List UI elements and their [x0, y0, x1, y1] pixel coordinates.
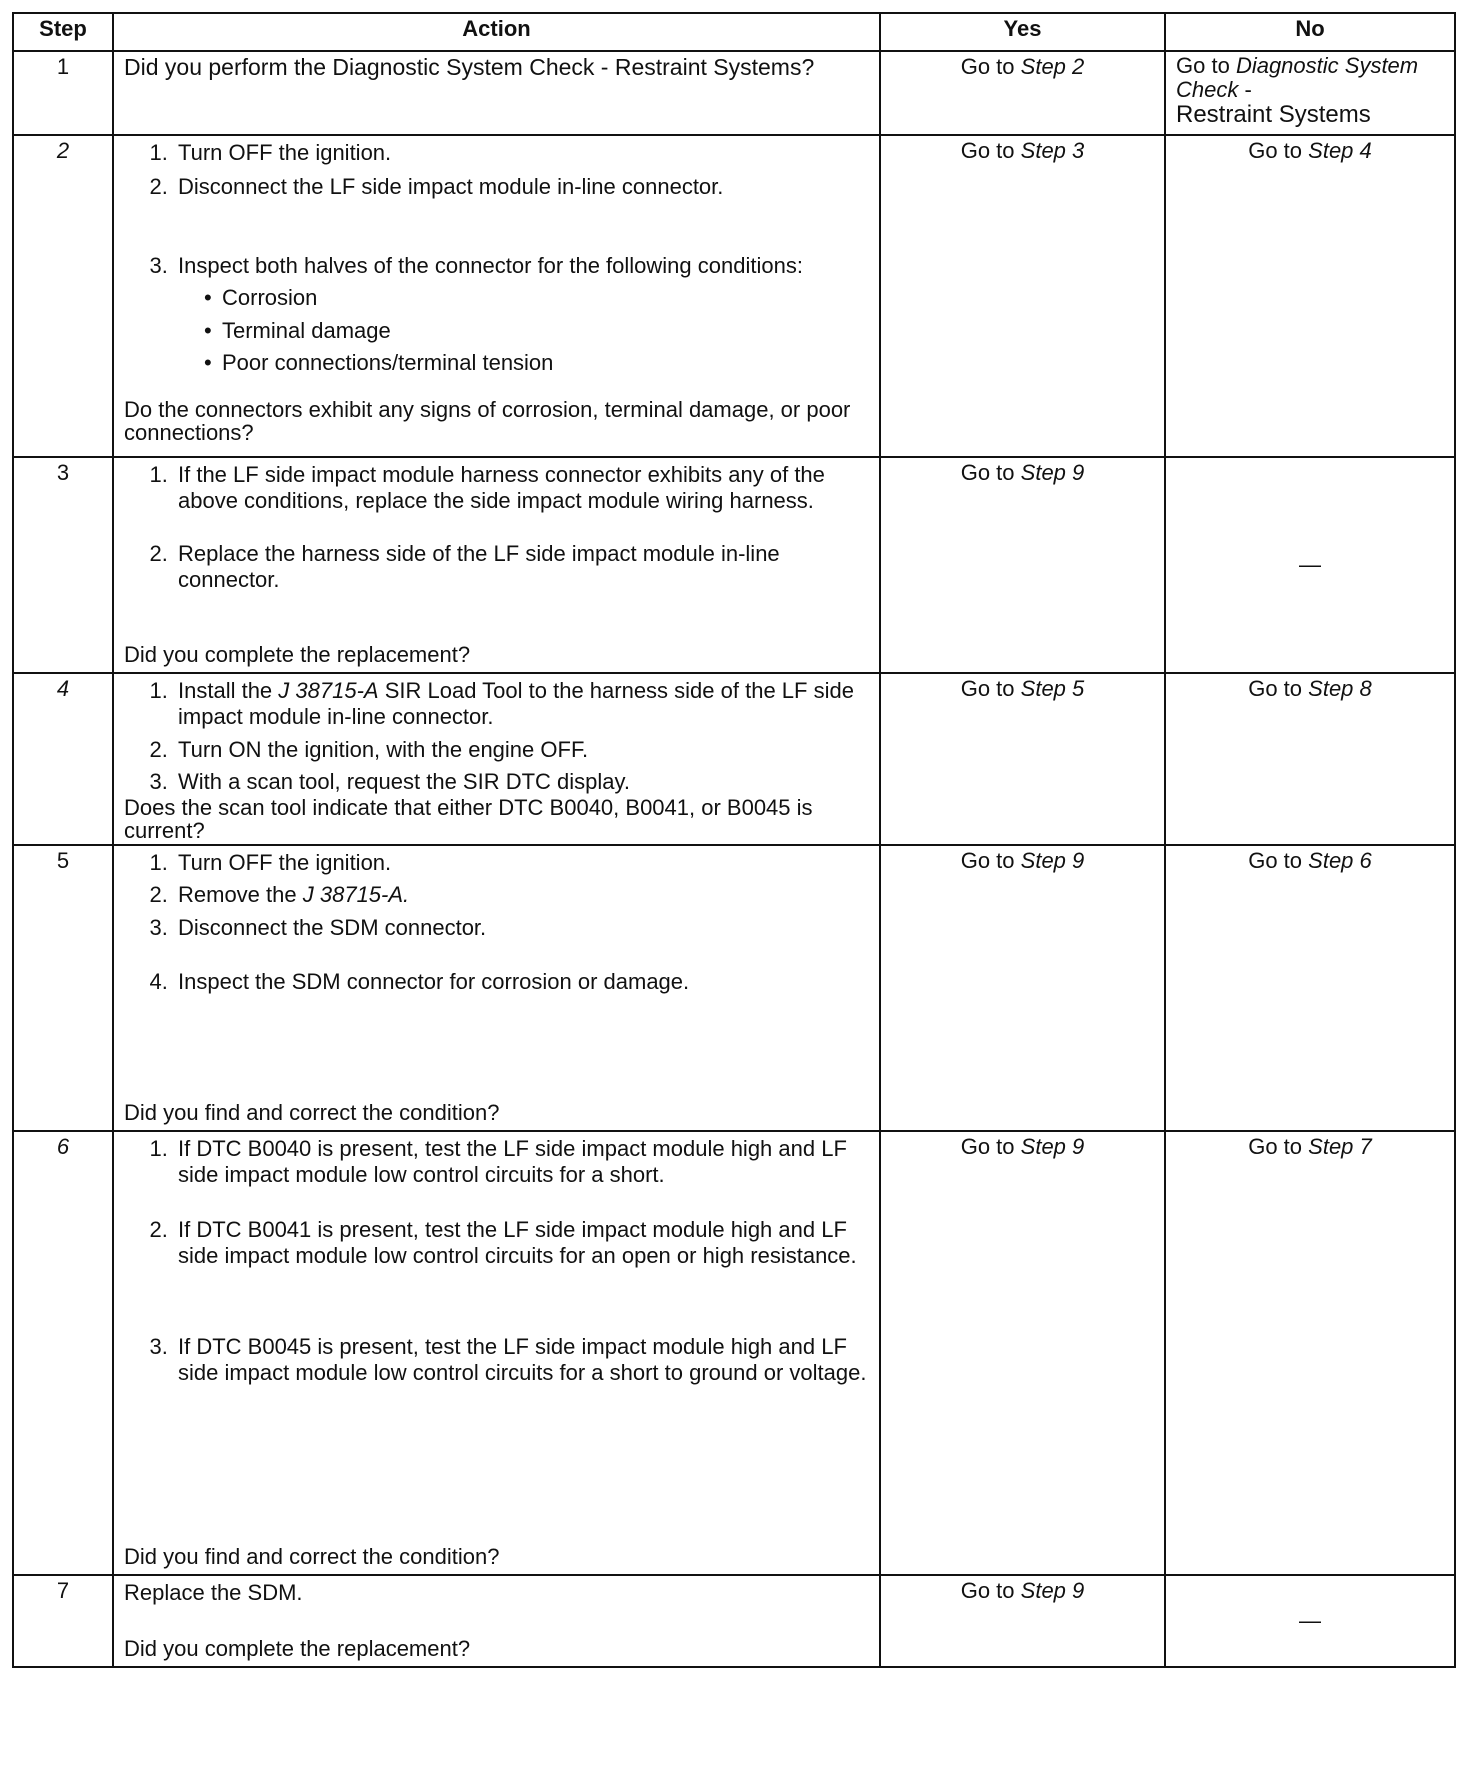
- no-dash: —: [1299, 1607, 1321, 1633]
- action-item: 1. Turn OFF the ignition.: [174, 850, 869, 876]
- bullet-item: • Corrosion: [218, 285, 869, 311]
- action-item: 3. If DTC B0045 is present, test the LF side impact module high and LF side impact module low control circuits for a short to ground or voltage.: [174, 1334, 869, 1387]
- action-item: 3. Disconnect the SDM connector.: [174, 915, 869, 941]
- step-row-3: [13, 457, 1455, 673]
- action-item: 2. Disconnect the LF side impact module in-line connector.: [174, 174, 869, 200]
- action-cell: [113, 135, 880, 457]
- yes-cell: [880, 51, 1165, 135]
- no-step-link[interactable]: Step 8: [1308, 676, 1372, 701]
- step-question: Did you find and correct the condition?: [124, 1099, 500, 1125]
- step-number: 7: [13, 1575, 113, 1667]
- action-item-text: Inspect both halves of the connector for the following conditions:: [178, 252, 803, 278]
- no-step-link-tail[interactable]: Restraint Systems: [1176, 101, 1371, 129]
- yes-step-link[interactable]: Step 9: [1020, 848, 1085, 873]
- yes-step-link[interactable]: Step 9: [1020, 1578, 1085, 1603]
- tool-name: J 38715-A: [278, 678, 379, 703]
- bullet-item: • Poor connections/terminal tension: [218, 350, 869, 376]
- no-cell: [1165, 135, 1455, 457]
- yes-cell: [880, 1575, 1165, 1667]
- action-cell: [113, 51, 880, 135]
- action-cell: [113, 457, 880, 673]
- action-item: 2. Replace the harness side of the LF side impact module in-line connector.: [174, 541, 869, 594]
- step-question: Did you complete the replacement?: [124, 641, 471, 667]
- step-question: Did you find and correct the condition?: [124, 1543, 500, 1569]
- header-action: Action: [113, 13, 880, 51]
- go-to-text: Go to: [1248, 1134, 1303, 1159]
- yes-cell: [880, 135, 1165, 457]
- header-step: Step: [13, 13, 113, 51]
- step-question: Did you perform the Diagnostic System Check - Restraint Systems?: [124, 54, 815, 80]
- no-step-link[interactable]: Diagnostic System Check: [1176, 53, 1419, 103]
- action-item: 2. Turn ON the ignition, with the engine OFF.: [174, 737, 869, 763]
- step-row-4: [13, 673, 1455, 845]
- step-number: 1: [13, 51, 113, 135]
- no-step-dash: -: [1244, 77, 1252, 103]
- yes-step-link[interactable]: Step 9: [1020, 1134, 1085, 1159]
- step-row-5: [13, 845, 1455, 1131]
- yes-step-link[interactable]: Step 5: [1020, 676, 1085, 701]
- bullet-item: • Terminal damage: [218, 318, 869, 344]
- action-item: 3. With a scan tool, request the SIR DTC display.: [174, 769, 869, 795]
- step-number: 2: [13, 135, 113, 457]
- action-item: 1. Turn OFF the ignition.: [174, 140, 869, 166]
- diagnostic-table: [12, 12, 1456, 1668]
- step-question: Does the scan tool indicate that either DTC B0040, B0041, or B0045 is current?: [124, 794, 813, 843]
- go-to-text: Go to: [1248, 676, 1303, 701]
- step-row-6: [13, 1131, 1455, 1575]
- action-item-text: SIR Load Tool to the harness side of the LF side impact module in-line connector.: [178, 678, 854, 730]
- action-item: [174, 253, 869, 377]
- step-question: Do the connectors exhibit any signs of corrosion, terminal damage, or poor connections?: [124, 396, 851, 445]
- go-to-text: Go to: [1248, 138, 1303, 163]
- no-step-link[interactable]: Step 4: [1308, 138, 1372, 163]
- go-to-text: Go to: [960, 1134, 1015, 1159]
- no-dash: —: [1299, 551, 1321, 577]
- go-to-text: Go to: [960, 138, 1015, 163]
- go-to-text: Go to: [960, 676, 1015, 701]
- yes-step-link[interactable]: Step 2: [1020, 54, 1085, 79]
- go-to-text: Go to: [960, 1578, 1015, 1603]
- action-item-text: Remove the: [178, 882, 297, 908]
- no-cell: [1165, 51, 1455, 135]
- go-to-text: Go to: [960, 848, 1015, 873]
- action-cell: [113, 1575, 880, 1667]
- header-row: [13, 13, 1455, 51]
- action-item: 1. If the LF side impact module harness connector exhibits any of the above conditions, replace the side impact module wiring harness.: [174, 462, 869, 515]
- action-item: 2. If DTC B0041 is present, test the LF side impact module high and LF side impact module low control circuits for an open or high resistance.: [174, 1217, 869, 1270]
- yes-cell: [880, 673, 1165, 845]
- action-item: [174, 678, 869, 731]
- step-number: 6: [13, 1131, 113, 1575]
- action-item: 4. Inspect the SDM connector for corrosion or damage.: [174, 969, 869, 995]
- no-step-link[interactable]: Step 6: [1308, 848, 1372, 873]
- step-row-1: [13, 51, 1455, 135]
- go-to-text: Go to: [1248, 848, 1303, 873]
- tool-name: J 38715-A.: [302, 882, 410, 908]
- action-item: [174, 882, 869, 908]
- action-cell: [113, 845, 880, 1131]
- go-to-text: Go to: [960, 54, 1015, 79]
- no-cell: [1165, 845, 1455, 1131]
- header-no: No: [1165, 13, 1455, 51]
- no-cell: [1165, 673, 1455, 845]
- no-step-link[interactable]: Step 7: [1308, 1134, 1372, 1159]
- no-cell: [1165, 1131, 1455, 1575]
- yes-cell: [880, 845, 1165, 1131]
- action-item: 1. If DTC B0040 is present, test the LF side impact module high and LF side impact module low control circuits for a short.: [174, 1136, 869, 1189]
- step-number: 4: [13, 673, 113, 845]
- yes-step-link[interactable]: Step 9: [1020, 460, 1085, 485]
- go-to-text: Go to: [1176, 53, 1230, 78]
- step-row-7: [13, 1575, 1455, 1667]
- step-number: 5: [13, 845, 113, 1131]
- yes-cell: [880, 1131, 1165, 1575]
- yes-step-link[interactable]: Step 3: [1020, 138, 1085, 163]
- go-to-text: Go to: [960, 460, 1015, 485]
- action-cell: [113, 673, 880, 845]
- yes-cell: [880, 457, 1165, 673]
- action-instruction: Replace the SDM.: [124, 1580, 303, 1605]
- step-row-2: [13, 135, 1455, 457]
- step-question: Did you complete the replacement?: [124, 1635, 471, 1661]
- no-cell: [1165, 1575, 1455, 1667]
- step-number: 3: [13, 457, 113, 673]
- no-cell: [1165, 457, 1455, 673]
- header-yes: Yes: [880, 13, 1165, 51]
- action-cell: [113, 1131, 880, 1575]
- action-item-text: Install the: [178, 678, 273, 703]
